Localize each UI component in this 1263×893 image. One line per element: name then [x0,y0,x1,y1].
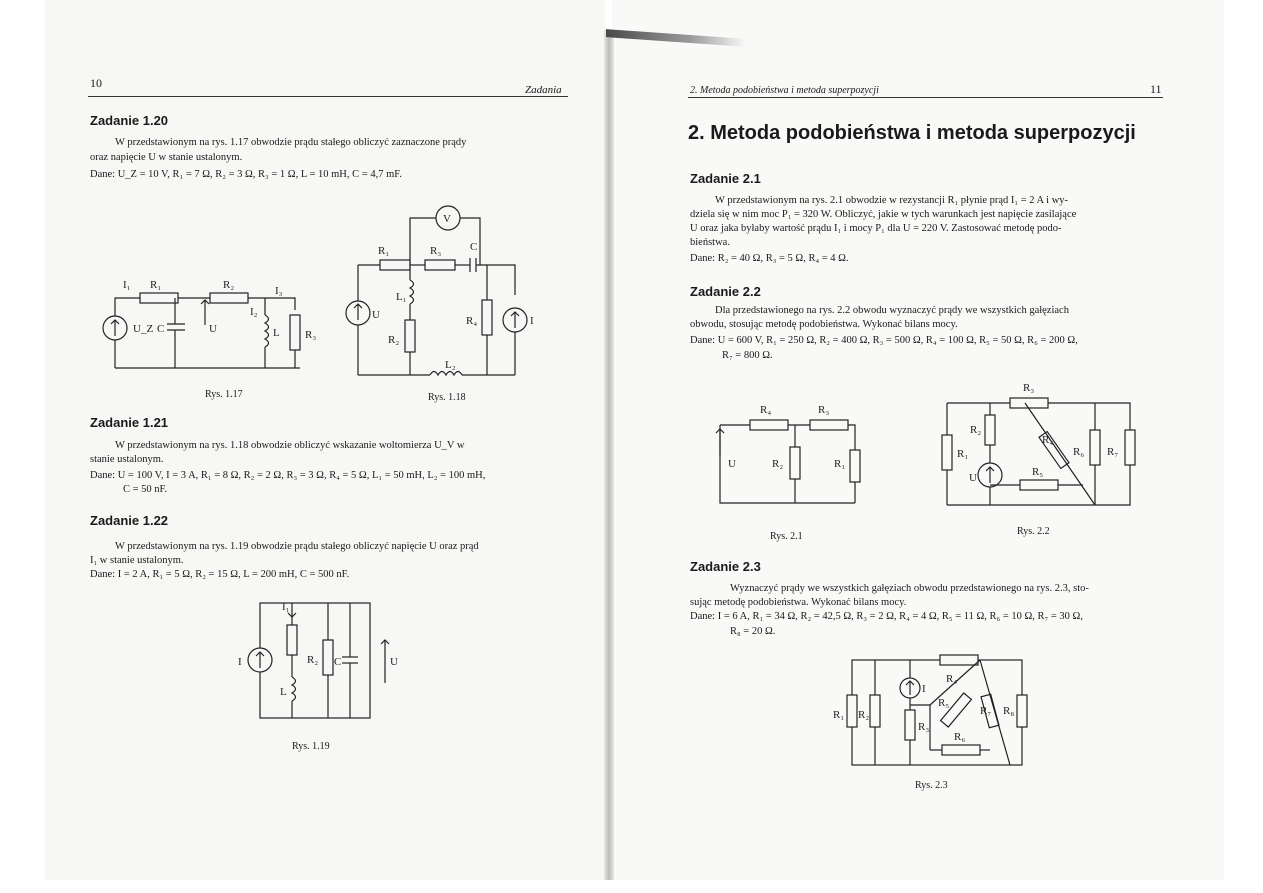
task-text-line: W przedstawionym na rys. 2.1 obwodzie w rezystancji R₁ płynie prąd I₁ = 2 A i wy- [715,195,1069,206]
caption-1-18: Rys. 1.18 [428,392,466,403]
label-v: V [443,213,451,225]
label-r2: R₂ [307,654,319,666]
label-r2: R₂ [970,424,982,436]
label-r2: R₂ [388,334,400,346]
chapter-title: 2. Metoda podobieństwa i metoda superpozycji [688,122,1136,144]
task-text-line: W przedstawionym na rys. 1.18 obwodzie obliczyć wskazanie woltomierza U_V w [115,440,465,451]
label-r4: R₄ [760,404,772,416]
task-text-line: obwodu, stosując metodę podobieństwa. Wykonać bilans mocy. [690,319,958,330]
circuit-diagram-1-18 [330,200,550,385]
task-title-2-3: Zadanie 2.3 [690,559,761,574]
label-r2: R₂ [858,709,870,721]
header-rule-right [688,97,1163,98]
task-text-line: oraz napięcie U w stanie ustalonym. [90,152,243,163]
label-r2: R₂ [223,279,235,291]
circuit-diagram-1-17 [95,270,335,380]
label-i: I [530,315,534,327]
label-r4: R₄ [1042,434,1054,446]
label-r1: R₁ [833,709,845,721]
label-r3: R₃ [305,329,317,341]
label-i: I [238,656,242,668]
label-i3: I₃ [275,285,283,297]
label-r1: R₁ [834,458,846,470]
task-text-line: W przedstawionym na rys. 1.17 obwodzie prądu stałego obliczyć zaznaczone prądy [115,137,467,148]
task-data-line: Dane: R₂ = 40 Ω, R₃ = 5 Ω, R₄ = 4 Ω. [690,253,849,264]
task-data-line: Dane: U = 100 V, I = 3 A, R₁ = 8 Ω, R₂ = 2 Ω, R₃ = 3 Ω, R₄ = 5 Ω, L₁ = 50 mH, L₂ = 100 mH, [90,470,486,481]
label-l: L [273,327,280,339]
task-title-1-21: Zadanie 1.21 [90,415,169,430]
label-u: U [728,458,736,470]
task-data-line: R₈ = 20 Ω. [730,626,776,637]
label-r5: R₅ [938,697,950,709]
task-data-line: Dane: U = 600 V, R₁ = 250 Ω, R₂ = 400 Ω, R₃ = 500 Ω, R₄ = 100 Ω, R₅ = 50 Ω, R₆ = 200 Ω, [690,335,1078,346]
label-uz: U_Z [133,323,154,335]
running-head-right: 2. Metoda podobieństwa i metoda superpozycji [690,85,879,96]
task-text-line: W przedstawionym na rys. 1.19 obwodzie prądu stałego obliczyć napięcie U oraz prąd [115,541,479,552]
task-title-1-22: Zadanie 1.22 [90,513,169,528]
label-r2: R₂ [772,458,784,470]
task-text-line: dziela się w nim moc P₁ = 320 W. Obliczyć, jakie w tych warunkach jest napięcie zasilające [690,209,1077,220]
task-text-line: bieństwa. [690,237,730,248]
task-text-line: sując metodę podobieństwa. Wykonać bilans mocy. [690,597,907,608]
page-number-right: 11 [1150,82,1162,96]
caption-2-2: Rys. 2.2 [1017,526,1050,537]
label-c: C [157,323,165,335]
task-text-line: stanie ustalonym. [90,454,164,465]
task-text-line: U oraz jaka byłaby wartość prądu I₁ i mocy P₁ dla U = 220 V. Zastosować metodę podo- [690,223,1062,234]
label-r1: R₁ [150,279,162,291]
label-u: U [209,323,217,335]
label-u: U [969,472,977,484]
task-text-line: Dla przedstawionego na rys. 2.2 obwodu wyznaczyć prądy we wszystkich gałęziach [715,305,1069,316]
running-head-left: Zadania [525,84,562,96]
label-r7: R₇ [980,705,992,717]
task-title-1-20: Zadanie 1.20 [90,113,169,128]
task-title-2-2: Zadanie 2.2 [690,284,761,299]
caption-1-17: Rys. 1.17 [205,389,243,400]
label-r3: R₃ [918,721,930,733]
label-r4: R₄ [466,315,478,327]
label-i1: I₁ [123,279,131,291]
label-u: U [372,309,380,321]
label-r7: R₇ [1107,446,1119,458]
label-i2: I₂ [250,306,258,318]
label-r8: R₈ [1003,705,1015,717]
caption-2-1: Rys. 2.1 [770,531,803,542]
circuit-diagram-1-19 [230,595,410,725]
label-r3: R₃ [1023,382,1035,394]
label-i1: I₁ [282,601,290,613]
label-r1: R₁ [378,245,390,257]
label-l1: L₁ [396,291,407,303]
page-number-left: 10 [90,76,102,90]
label-c: C [470,241,478,253]
task-data-line: Dane: U_Z = 10 V, R₁ = 7 Ω, R₂ = 3 Ω, R₃ = 1 Ω, L = 10 mH, C = 4,7 mF. [90,169,402,180]
label-c: C [334,656,342,668]
task-text-line: Wyznaczyć prądy we wszystkich gałęziach obwodu przedstawionego na rys. 2.3, sto- [730,583,1089,594]
header-rule-left [88,96,568,97]
label-r6: R₆ [1073,446,1085,458]
label-i: I [922,683,926,695]
label-r5: R₅ [1032,466,1044,478]
circuit-diagram-2-3 [830,650,1040,775]
label-l2: L₂ [445,359,456,371]
caption-1-19: Rys. 1.19 [292,741,330,752]
book-spine [604,30,614,880]
task-data-line: C = 50 nF. [123,484,168,495]
label-r6: R₆ [954,731,966,743]
circuit-diagram-2-2 [935,375,1145,515]
label-l: L [280,686,287,698]
label-r4: R₄ [946,673,958,685]
task-title-2-1: Zadanie 2.1 [690,171,761,186]
circuit-diagram-2-1 [710,395,880,510]
task-data-line: Dane: I = 6 A, R₁ = 34 Ω, R₂ = 42,5 Ω, R₃ = 2 Ω, R₄ = 4 Ω, R₅ = 11 Ω, R₆ = 10 Ω, R₇ = 30 Ω, [690,611,1083,622]
task-data-line: R₇ = 800 Ω. [722,350,773,361]
label-r1: R₁ [957,448,969,460]
task-text-line: I₁ w stanie ustalonym. [90,555,184,566]
task-data-line: Dane: I = 2 A, R₁ = 5 Ω, R₂ = 15 Ω, L = 200 mH, C = 500 nF. [90,569,350,580]
caption-2-3: Rys. 2.3 [915,780,948,791]
label-u: U [390,656,398,668]
label-r3: R₃ [430,245,442,257]
label-r3: R₃ [818,404,830,416]
